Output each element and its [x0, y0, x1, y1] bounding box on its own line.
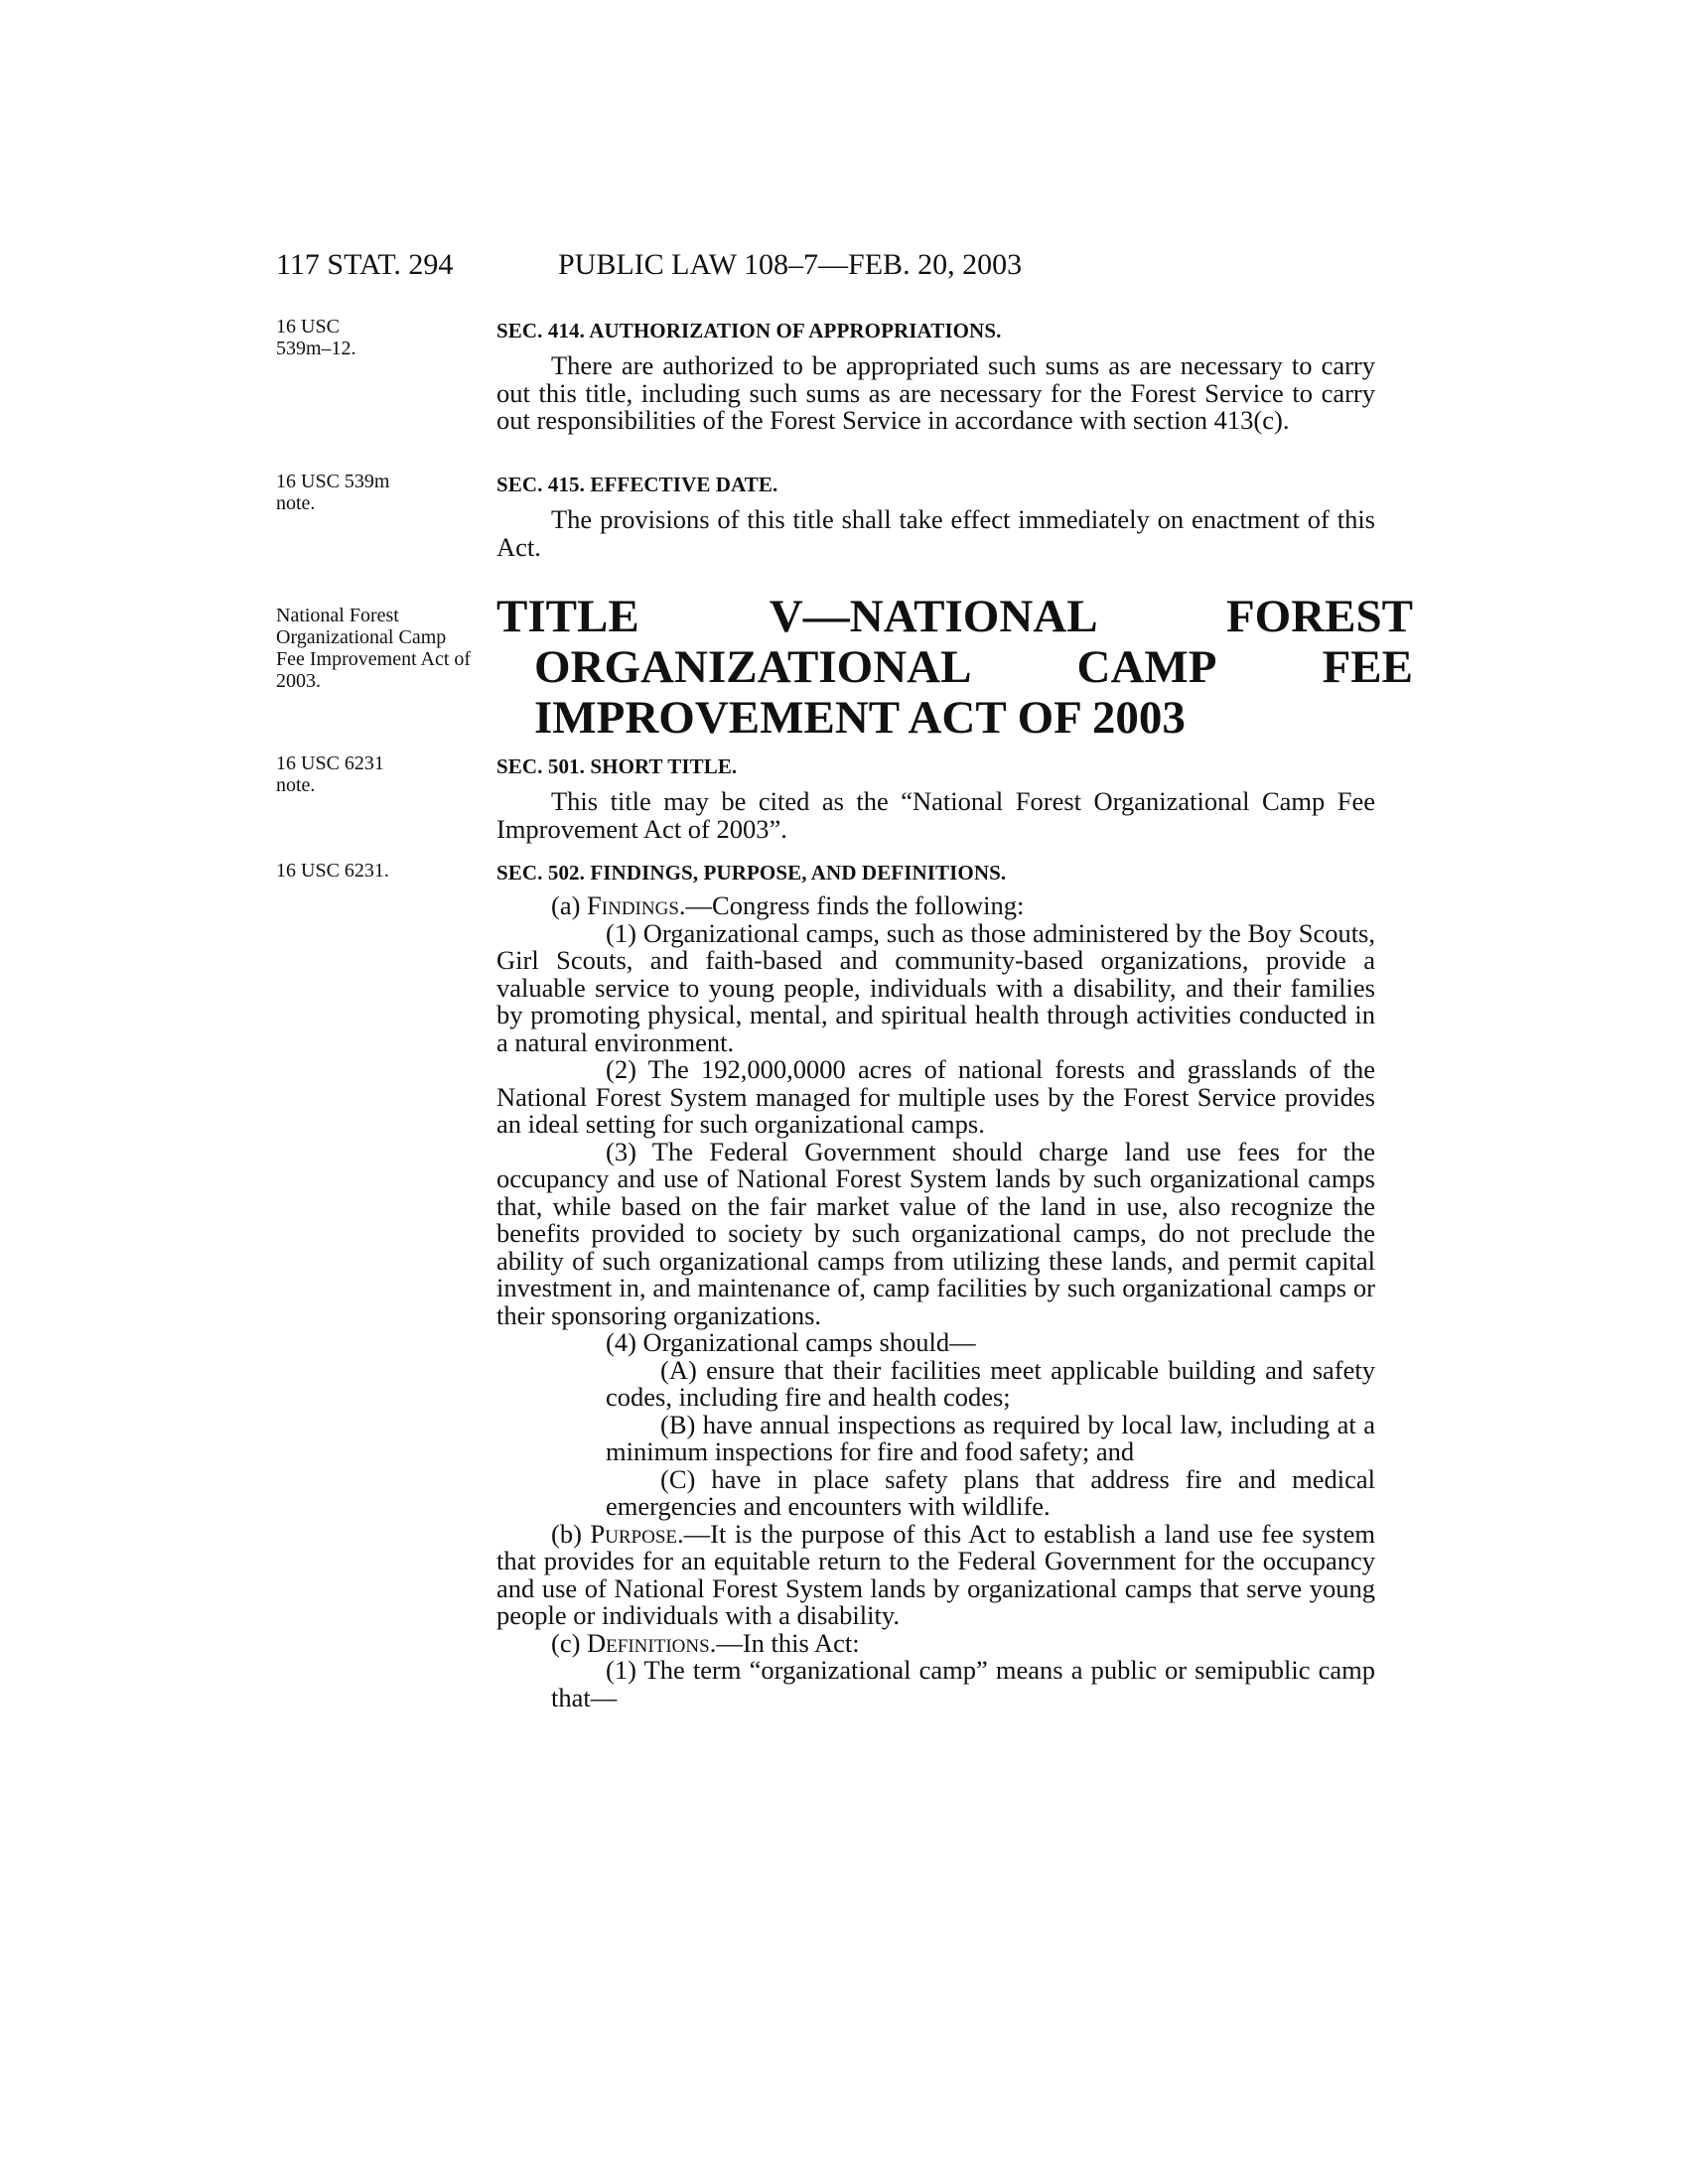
- paragraph-3: (3) The Federal Government should charge land use fees for the occupancy and use of National Forest System lands by such organizational camps that, while based on the fair market value of the land in use, also recognize the benefits provided to society by such organizational camps, do not preclude the ability of such organizational camps from utilizing these lands, and permit capital investment in, and maintenance of, camp facilities by such organizational camps or their sponsoring organizations.: [496, 1136, 1375, 1330]
- section-heading: SEC. 415. EFFECTIVE DATE.: [496, 473, 778, 496]
- section-text: There are authorized to be appropriated such sums as are necessary to carry out this title, including such sums as are necessary for the Forest Service to carry out responsibilities of the Forest Service in accordance with section 413(c).: [496, 350, 1375, 435]
- title-heading: TITLE V—NATIONAL FOREST ORGANIZATIONAL CAMP FEE IMPROVEMENT ACT OF 2003: [496, 591, 1413, 744]
- section-502: [496, 861, 1375, 1711]
- subsection-b: [496, 1518, 1375, 1630]
- subsection-label: (c): [551, 1627, 588, 1658]
- statute-page-number: 117 STAT. 294: [276, 248, 454, 281]
- definition-1: (1) The term “organizational camp” means a public or semipublic camp that—: [551, 1655, 1375, 1712]
- section-414: [496, 319, 1375, 435]
- margin-note: 16 USC 539m note.: [276, 471, 390, 514]
- paragraph-1: (1) Organizational camps, such as those administered by the Boy Scouts, Girl Scouts, and faith-based and community-based organizations, provide a valuable service to young people, individuals with a disability, and their families by promoting physical, mental, and spiritual health through activities conducted in a natural environment.: [496, 917, 1375, 1057]
- section-text: This title may be cited as the “National Forest Organizational Camp Fee Improvement Act of 2003”.: [496, 786, 1375, 844]
- margin-note: 16 USC 539m–12.: [276, 316, 356, 359]
- section-415: [496, 473, 1375, 561]
- subsection-caption: Findings: [587, 890, 679, 920]
- section-heading: SEC. 501. SHORT TITLE.: [496, 754, 738, 778]
- margin-note: 16 USC 6231.: [276, 860, 389, 882]
- paragraph-4: (4) Organizational camps should—: [606, 1327, 976, 1357]
- page-header: [0, 248, 1688, 288]
- public-law-title: PUBLIC LAW 108–7—FEB. 20, 2003: [558, 248, 1023, 281]
- margin-note: 16 USC 6231 note.: [276, 752, 384, 796]
- subsection-text: .—In this Act:: [709, 1627, 860, 1658]
- subsection-text: .—Congress finds the following:: [678, 890, 1025, 920]
- subparagraph-A: (A) ensure that their facilities meet applicable building and safety codes, including fire and health codes;: [606, 1354, 1375, 1412]
- section-501: [496, 754, 1375, 843]
- section-heading: SEC. 502. FINDINGS, PURPOSE, AND DEFINITIONS.: [496, 861, 1007, 885]
- subsection-c: [496, 1627, 1375, 1658]
- subsection-text: .—It is the purpose of this Act to establish a land use fee system that provides for an equitable return to the Federal Government for the occupancy and use of National Forest System lands by organizational camps that serve young people or individuals with a disability.: [496, 1518, 1375, 1630]
- margin-note: National Forest Organizational Camp Fee Improvement Act of 2003.: [276, 605, 472, 692]
- subsection-caption: Purpose: [590, 1518, 677, 1549]
- subsection-caption: Definitions: [587, 1627, 710, 1658]
- subsection-label: (a): [551, 890, 588, 920]
- subparagraph-B: (B) have annual inspections as required by local law, including at a minimum inspections for fire and food safety; and: [606, 1409, 1375, 1466]
- subsection-label: (b): [551, 1518, 591, 1549]
- subparagraph-C: (C) have in place safety plans that address fire and medical emergencies and encounters with wildlife.: [606, 1463, 1375, 1521]
- section-heading: SEC. 414. AUTHORIZATION OF APPROPRIATIONS.: [496, 319, 1002, 342]
- section-text: The provisions of this title shall take effect immediately on enactment of this Act.: [496, 504, 1375, 562]
- subsection-a: [496, 892, 1375, 920]
- paragraph-2: (2) The 192,000,0000 acres of national forests and grasslands of the National Forest System managed for multiple uses by the Forest Service provides an ideal setting for such organizational camps.: [496, 1054, 1375, 1139]
